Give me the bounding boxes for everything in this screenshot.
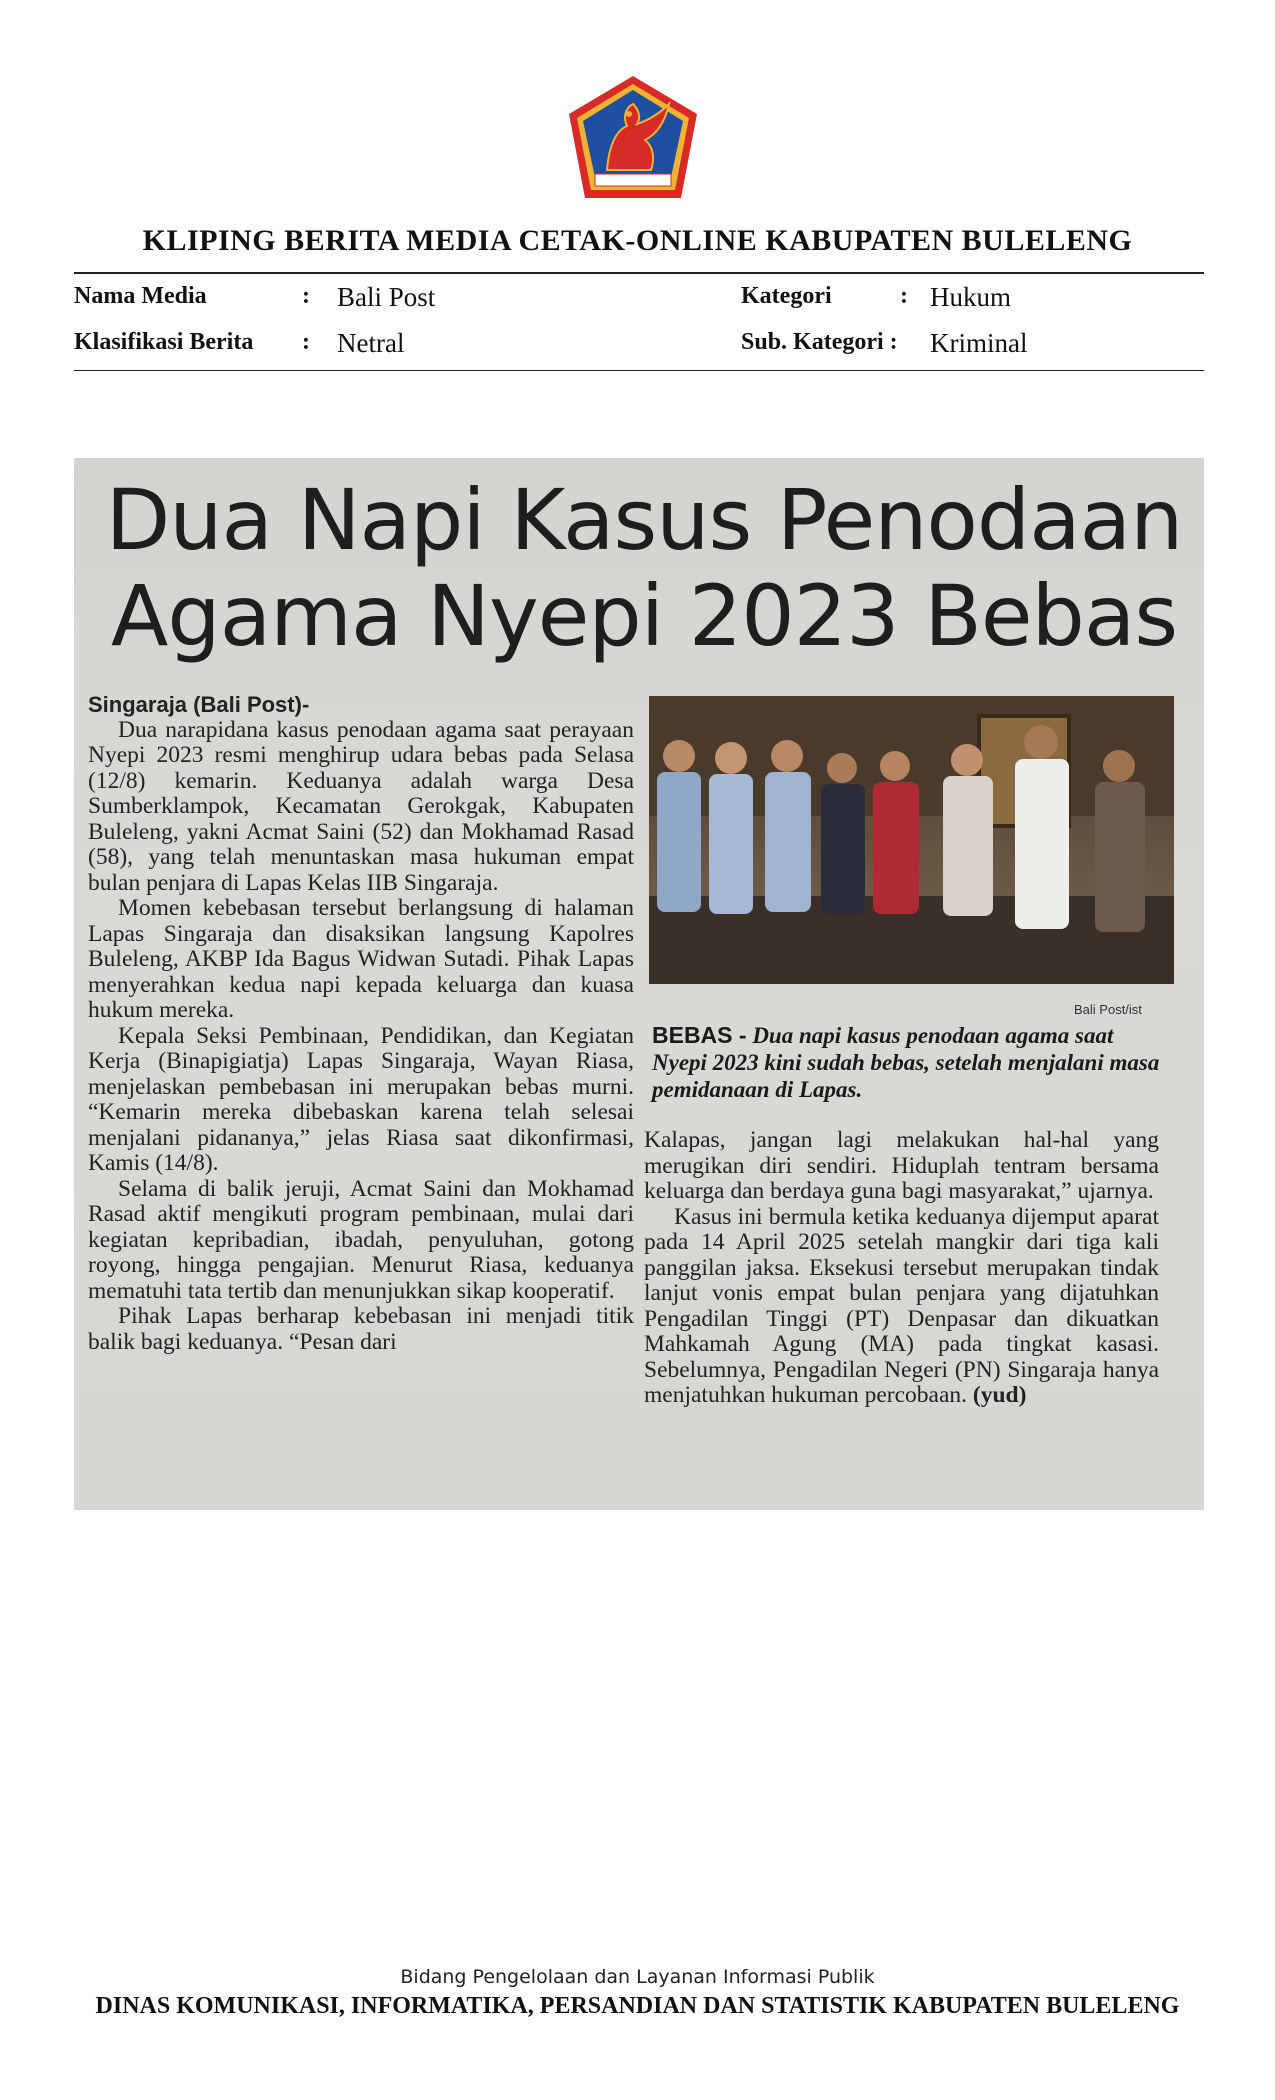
logo-ribbon <box>595 174 671 186</box>
article-headline <box>104 472 1184 664</box>
nama-media-value: Bali Post <box>337 282 436 312</box>
article-paragraph-3: Kepala Seksi Pembinaan, Pendidikan, dan Kegiatan Kerja (Binapigiatja) Lapas Singaraja, Wayan Riasa, menjelaskan pembebasan ini merupakan bebas murni. “Kemarin mereka dibebaskan karena telah selesai menjalani pidananya,” jelas Riasa saat dikonfirmasi, Kamis (14/8). <box>88 1022 634 1176</box>
headline-line-1: Dua Napi Kasus Penodaan <box>105 471 1183 569</box>
article-paragraph-5: Pihak Lapas berharap kebebasan ini menjadi titik balik bagi keduanya. “Pesan dari <box>88 1303 634 1355</box>
article-paragraph-6: Kalapas, jangan lagi melakukan hal-hal yang merugikan diri sendiri. Hiduplah tentram bersama keluarga dan berdaya guna bagi masyarakat,” ujarnya. <box>644 1127 1159 1204</box>
article-paragraph-1: Dua narapidana kasus penodaan agama saat perayaan Nyepi 2023 resmi menghirup udara bebas pada Selasa (12/8) kemarin. Keduanya adalah warga Desa Sumberklampok, Kecamatan Gerokgak, Kabupaten Buleleng, yakni Acmat Saini (52) dan Mokhamad Rasad (58), yang telah menuntaskan masa hukuman empat bulan penjara di Lapas Kelas IIB Singaraja. <box>88 716 634 896</box>
document-title: KLIPING BERITA MEDIA CETAK-ONLINE KABUPATEN BULELENG <box>142 224 1133 257</box>
nama-media-colon: : <box>302 283 310 309</box>
article-paragraph-7-text: Kasus ini bermula ketika keduanya dijemput aparat pada 14 April 2025 setelah mangkir dari tiga kali panggilan jaksa. Eksekusi tersebut merupakan tindak lanjut vonis empat bulan penjara yang dijatuhkan Pengadilan Tinggi (PT) Denpasar dan dikuatkan Mahkamah Agung (MA) pada tingkat kasasi. Sebelumnya, Pengadilan Negeri (PN) Singaraja hanya menjatuhkan hukuman percobaan. <box>644 1203 1159 1408</box>
kategori-label: Kategori <box>741 283 832 309</box>
klasifikasi-label: Klasifikasi Berita <box>74 329 254 355</box>
photo-credit: Bali Post/ist <box>1074 1002 1142 1017</box>
nama-media-label: Nama Media <box>74 283 207 309</box>
article-author: (yud) <box>972 1382 1027 1408</box>
article-paragraph-4: Selama di balik jeruji, Acmat Saini dan Mokhamad Rasad aktif mengikuti program pembinaan, mulai dari kegiatan kepribadian, ibadah, penyuluhan, gotong royong, hingga pengajian. Menurut Riasa, keduanya mematuhi tata tertib dan menunjukkan sikap kooperatif. <box>88 1175 634 1304</box>
article-paragraph-2: Momen kebebasan tersebut berlangsung di halaman Lapas Singaraja dan disaksikan langsung Kapolres Buleleng, AKBP Ida Bagus Widwan Sutadi. Pihak Lapas menyerahkan kedua napi kepada keluarga dan kuasa hukum mereka. <box>88 895 634 1023</box>
article-right-column <box>644 1128 1159 1409</box>
group-photo-illustration <box>649 696 1174 984</box>
sub-kategori-label: Sub. Kategori : <box>741 329 898 355</box>
kategori-value: Hukum <box>930 282 1011 312</box>
caption-body: Dua napi kasus penodaan agama saat Nyepi 2023 kini sudah bebas, setelah menjalani masa pemidanaan di Lapas. <box>652 1023 1160 1102</box>
headline-line-2: Agama Nyepi 2023 Bebas <box>110 567 1178 665</box>
lion-eye-icon <box>626 111 632 117</box>
klasifikasi-colon: : <box>302 329 310 355</box>
article-left-column <box>88 692 634 1355</box>
article-paragraph-7 <box>644 1205 1159 1409</box>
article-photo <box>649 696 1174 984</box>
caption-lead: BEBAS - <box>652 1022 747 1048</box>
kategori-colon: : <box>900 283 908 309</box>
footer-agency: DINAS KOMUNIKASI, INFORMATIKA, PERSANDIAN DAN STATISTIK KABUPATEN BULELENG <box>95 1993 1180 2019</box>
header-rule-top <box>74 272 1204 274</box>
sub-kategori-value: Kriminal <box>930 328 1028 358</box>
header-rule-bottom <box>74 370 1204 371</box>
regency-logo <box>565 74 701 202</box>
photo-caption <box>652 1022 1172 1103</box>
klasifikasi-value: Netral <box>337 328 405 358</box>
newspaper-clipping <box>74 458 1204 1510</box>
article-dateline: Singaraja (Bali Post)- <box>88 692 310 717</box>
footer-division: Bidang Pengelolaan dan Layanan Informasi Publik <box>400 1966 875 1988</box>
